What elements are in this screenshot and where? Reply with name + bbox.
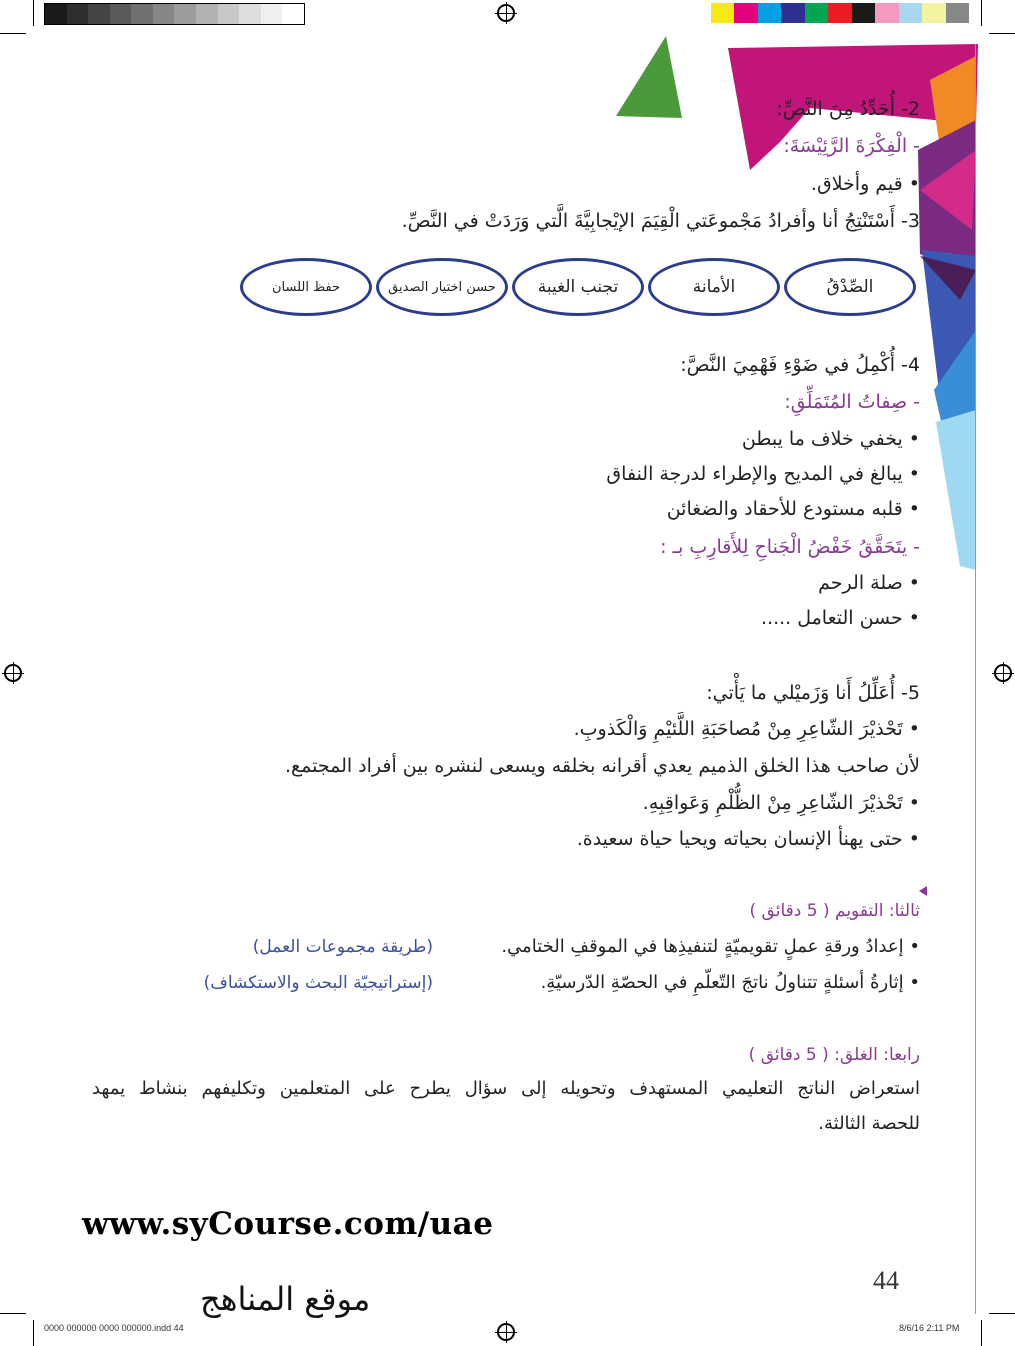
color-swatch bbox=[875, 3, 898, 23]
value-oval-choose-friend: حسن اختيار الصديق bbox=[376, 258, 508, 316]
grayscale-bar bbox=[44, 3, 305, 25]
crop-mark bbox=[981, 1320, 982, 1346]
color-swatch bbox=[828, 3, 851, 23]
website-url[interactable]: www.syCourse.com/uae bbox=[82, 1206, 494, 1242]
color-swatch bbox=[852, 3, 875, 23]
gray-swatch bbox=[110, 4, 132, 24]
closing-line-1: استعراض الناتج التعليمي المستهدف وتحويله إلى سؤال يطرح على المتعلمين وتكليفهم بنشاط يمهد bbox=[92, 1078, 920, 1099]
section3-heading: 3- أَسْتَنْتِجُ أنا وأفرادُ مَجْموعَتي الْقِيَمَ الإيْجابِيَّةَ الَّتي وَرَدَتْ في النَّصِّ. bbox=[401, 210, 920, 232]
list-item: • يبالغ في المديح والإطراء لدرجة النفاق bbox=[606, 461, 920, 487]
gray-swatch bbox=[218, 4, 240, 24]
evaluation-method-1: (طريقة مجموعات العمل) bbox=[252, 937, 433, 957]
list-item: • صلة الرحم bbox=[818, 570, 920, 596]
gray-swatch bbox=[282, 4, 304, 24]
value-oval-honesty: الصِّدْقُ bbox=[784, 258, 916, 316]
site-logo-text: موقع المناهج bbox=[200, 1280, 371, 1318]
closing-line-2: للحصة الثالثة. bbox=[818, 1113, 920, 1134]
evaluation-method-2: (إستراتيجيّة البحث والاستكشاف) bbox=[203, 973, 433, 993]
registration-mark-bottom bbox=[497, 1323, 515, 1341]
color-swatch bbox=[781, 3, 804, 23]
right-margin-rule bbox=[975, 44, 976, 1314]
crop-mark bbox=[981, 0, 982, 26]
section2-bullet: • قيم وأخلاق. bbox=[811, 171, 920, 197]
color-swatch bbox=[734, 3, 757, 23]
color-swatch bbox=[922, 3, 945, 23]
section2-subheading: - الْفِكْرَةَ الرَّئِيْسَةَ: bbox=[783, 135, 920, 157]
page-number: 44 bbox=[873, 1266, 899, 1295]
list-item: • قلبه مستودع للأحقاد والضغائن bbox=[667, 496, 920, 522]
crop-mark bbox=[989, 1313, 1015, 1314]
crop-mark bbox=[0, 33, 26, 34]
value-oval-avoid-gossip: تجنب الغيبة bbox=[512, 258, 644, 316]
section5-bullet-3: • حتى يهنأ الإنسان بحياته ويحيا حياة سعيدة. bbox=[577, 826, 920, 852]
color-bar bbox=[711, 3, 969, 23]
section4-subheading-relatives: - يتَحَقَّقُ خَفْضُ الْجَناحِ لِلأَقارِبِ بـ : bbox=[660, 536, 920, 558]
closing-heading: رابعا: الغلق: ( 5 دقائق ) bbox=[748, 1045, 920, 1065]
gray-swatch bbox=[261, 4, 283, 24]
list-item: • يخفي خلاف ما يبطن bbox=[742, 426, 920, 452]
list-item: • حسن التعامل ..... bbox=[761, 605, 920, 631]
color-swatch bbox=[805, 3, 828, 23]
value-oval-trust: الأمانة bbox=[648, 258, 780, 316]
gray-swatch bbox=[196, 4, 218, 24]
crop-mark bbox=[989, 33, 1015, 34]
section4-subheading-flatterer: - صِفاتُ المُتَمَلِّقِ: bbox=[784, 391, 920, 413]
registration-mark-top bbox=[497, 4, 515, 22]
gray-swatch bbox=[174, 4, 196, 24]
green-triangle bbox=[616, 36, 682, 118]
gray-swatch bbox=[239, 4, 261, 24]
color-swatch bbox=[711, 3, 734, 23]
section4-heading: 4- أُكْمِلُ في ضَوْءِ فَهْمِيَ النَّصَّ: bbox=[680, 354, 920, 376]
gray-swatch bbox=[153, 4, 175, 24]
section5-explanation: لأن صاحب هذا الخلق الذميم يعدي أقرانه بخلقه ويسعى لنشره بين أفراد المجتمع. bbox=[284, 755, 920, 777]
evaluation-item-2: • إثارةُ أسئلةٍ تتناولُ ناتجَ التّعلّمِ في الحصّةِ الدّرسيّةِ. bbox=[541, 970, 920, 996]
section5-bullet-1: • تَحْذيْرَ الشّاعِرِ مِنْ مُصاحَبَةِ اللَّئيْمِ وَالْكَذوبِ. bbox=[574, 716, 920, 742]
gray-swatch bbox=[67, 4, 89, 24]
value-oval-guard-tongue: حفظ اللسان bbox=[240, 258, 372, 316]
section2-heading: 2- أُحَدِّدُ مِنَ النَّصِّ: bbox=[776, 98, 920, 120]
gray-swatch bbox=[131, 4, 153, 24]
slug-filename: 0000 000000 0000 000000.indd 44 bbox=[44, 1323, 184, 1333]
color-swatch bbox=[899, 3, 922, 23]
color-swatch bbox=[758, 3, 781, 23]
registration-mark-right bbox=[994, 664, 1012, 682]
light-blue-shape bbox=[936, 410, 976, 570]
gray-swatch bbox=[88, 4, 110, 24]
evaluation-item-1: • إعدادُ ورقةِ عملٍ تقويميّةٍ لتنفيذِها في الموقفِ الختامي. bbox=[501, 934, 920, 960]
slug-date: 8/6/16 2:11 PM bbox=[899, 1323, 960, 1333]
gray-swatch bbox=[45, 4, 67, 24]
crop-mark bbox=[33, 0, 34, 26]
color-swatch bbox=[946, 3, 969, 23]
section5-bullet-2: • تَحْذيْرَ الشّاعِرِ مِنْ الظُّلْمِ وَعَواقِبِهِ. bbox=[643, 790, 920, 816]
crop-mark bbox=[0, 1313, 26, 1314]
section5-heading: 5- أُعَلِّلُ أَنا وَزَميْلي ما يَأْتي: bbox=[706, 682, 920, 704]
triangle-marker-icon bbox=[919, 886, 927, 896]
evaluation-heading: ثالثا: التقويم ( 5 دقائق ) bbox=[749, 901, 920, 921]
crop-mark bbox=[33, 1320, 34, 1346]
registration-mark-left bbox=[4, 664, 22, 682]
